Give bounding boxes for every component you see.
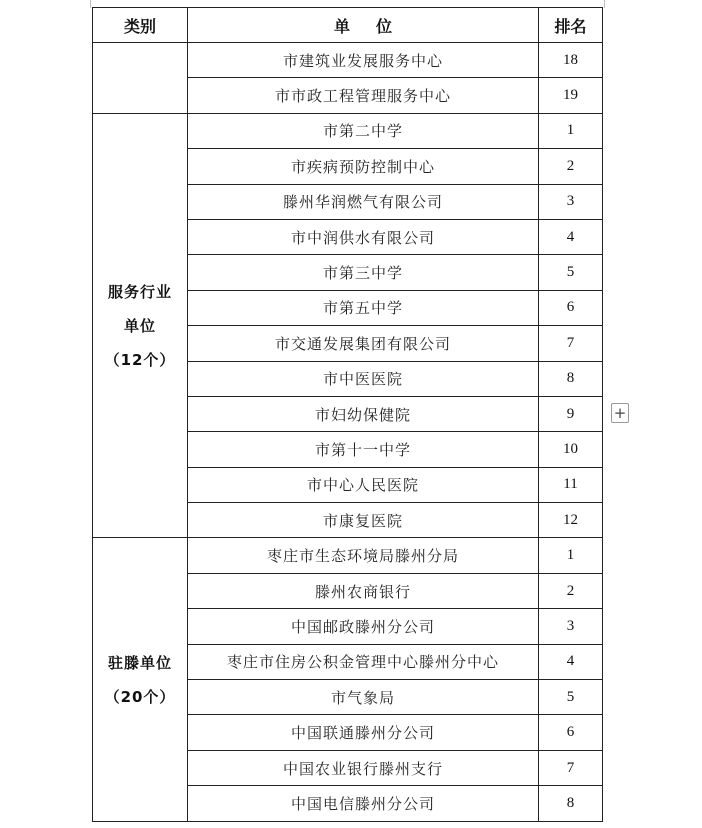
unit-name-cell: 中国联通滕州分公司 xyxy=(188,715,539,750)
table-row xyxy=(93,538,603,573)
header-rank: 排名 xyxy=(539,8,603,43)
table-row xyxy=(93,113,603,148)
rank-cell: 7 xyxy=(539,750,603,785)
rank-cell: 9 xyxy=(539,396,603,431)
unit-name-cell: 市疾病预防控制中心 xyxy=(188,149,539,184)
unit-name-cell: 市第二中学 xyxy=(188,113,539,148)
rank-cell: 18 xyxy=(539,43,603,78)
category-cell xyxy=(93,538,188,821)
unit-name-cell: 市康复医院 xyxy=(188,503,539,538)
rank-cell: 8 xyxy=(539,361,603,396)
unit-name-cell: 市建筑业发展服务中心 xyxy=(188,43,539,78)
table-body xyxy=(93,43,603,822)
rank-cell: 8 xyxy=(539,786,603,821)
rank-cell: 7 xyxy=(539,326,603,361)
category-label: （20个） xyxy=(104,687,176,706)
category-cell xyxy=(93,113,188,538)
header-unit: 单位 xyxy=(188,8,539,43)
unit-name-cell: 市市政工程管理服务中心 xyxy=(188,78,539,113)
category-cell xyxy=(93,43,188,114)
unit-name-cell: 滕州农商银行 xyxy=(188,573,539,608)
rank-cell: 3 xyxy=(539,184,603,219)
rank-cell: 10 xyxy=(539,432,603,467)
rank-cell: 4 xyxy=(539,644,603,679)
rank-cell: 2 xyxy=(539,149,603,184)
page-corner-marker-left xyxy=(80,0,91,8)
rank-cell: 6 xyxy=(539,290,603,325)
unit-name-cell: 市中润供水有限公司 xyxy=(188,219,539,254)
page-corner-marker-right xyxy=(604,0,615,8)
unit-name-cell: 市中医医院 xyxy=(188,361,539,396)
rank-cell: 6 xyxy=(539,715,603,750)
unit-name-cell: 中国电信滕州分公司 xyxy=(188,786,539,821)
add-row-button[interactable] xyxy=(611,403,629,423)
rank-cell: 19 xyxy=(539,78,603,113)
table-row xyxy=(93,43,603,78)
rank-cell: 5 xyxy=(539,680,603,715)
category-label: （12个） xyxy=(104,350,176,369)
table-header-row xyxy=(93,8,603,43)
unit-name-cell: 市中心人民医院 xyxy=(188,467,539,502)
unit-name-cell: 市第三中学 xyxy=(188,255,539,290)
unit-name-cell: 枣庄市生态环境局滕州分局 xyxy=(188,538,539,573)
plus-icon: + xyxy=(613,404,627,422)
unit-name-cell: 市第十一中学 xyxy=(188,432,539,467)
rank-cell: 4 xyxy=(539,219,603,254)
rank-cell: 3 xyxy=(539,609,603,644)
category-label: 服务行业 xyxy=(107,282,172,301)
unit-name-cell: 滕州华润燃气有限公司 xyxy=(188,184,539,219)
unit-name-cell: 枣庄市住房公积金管理中心滕州分中心 xyxy=(188,644,539,679)
unit-name-cell: 中国农业银行滕州支行 xyxy=(188,750,539,785)
rank-cell: 11 xyxy=(539,467,603,502)
rank-cell: 5 xyxy=(539,255,603,290)
unit-name-cell: 市第五中学 xyxy=(188,290,539,325)
unit-name-cell: 市交通发展集团有限公司 xyxy=(188,326,539,361)
category-label: 单位 xyxy=(123,316,156,335)
category-label: 驻滕单位 xyxy=(107,653,172,672)
unit-name-cell: 中国邮政滕州分公司 xyxy=(188,609,539,644)
ranking-table xyxy=(92,7,603,822)
header-category: 类别 xyxy=(93,8,188,43)
unit-name-cell: 市气象局 xyxy=(188,680,539,715)
rank-cell: 1 xyxy=(539,113,603,148)
unit-name-cell: 市妇幼保健院 xyxy=(188,396,539,431)
rank-cell: 12 xyxy=(539,503,603,538)
rank-cell: 1 xyxy=(539,538,603,573)
rank-cell: 2 xyxy=(539,573,603,608)
